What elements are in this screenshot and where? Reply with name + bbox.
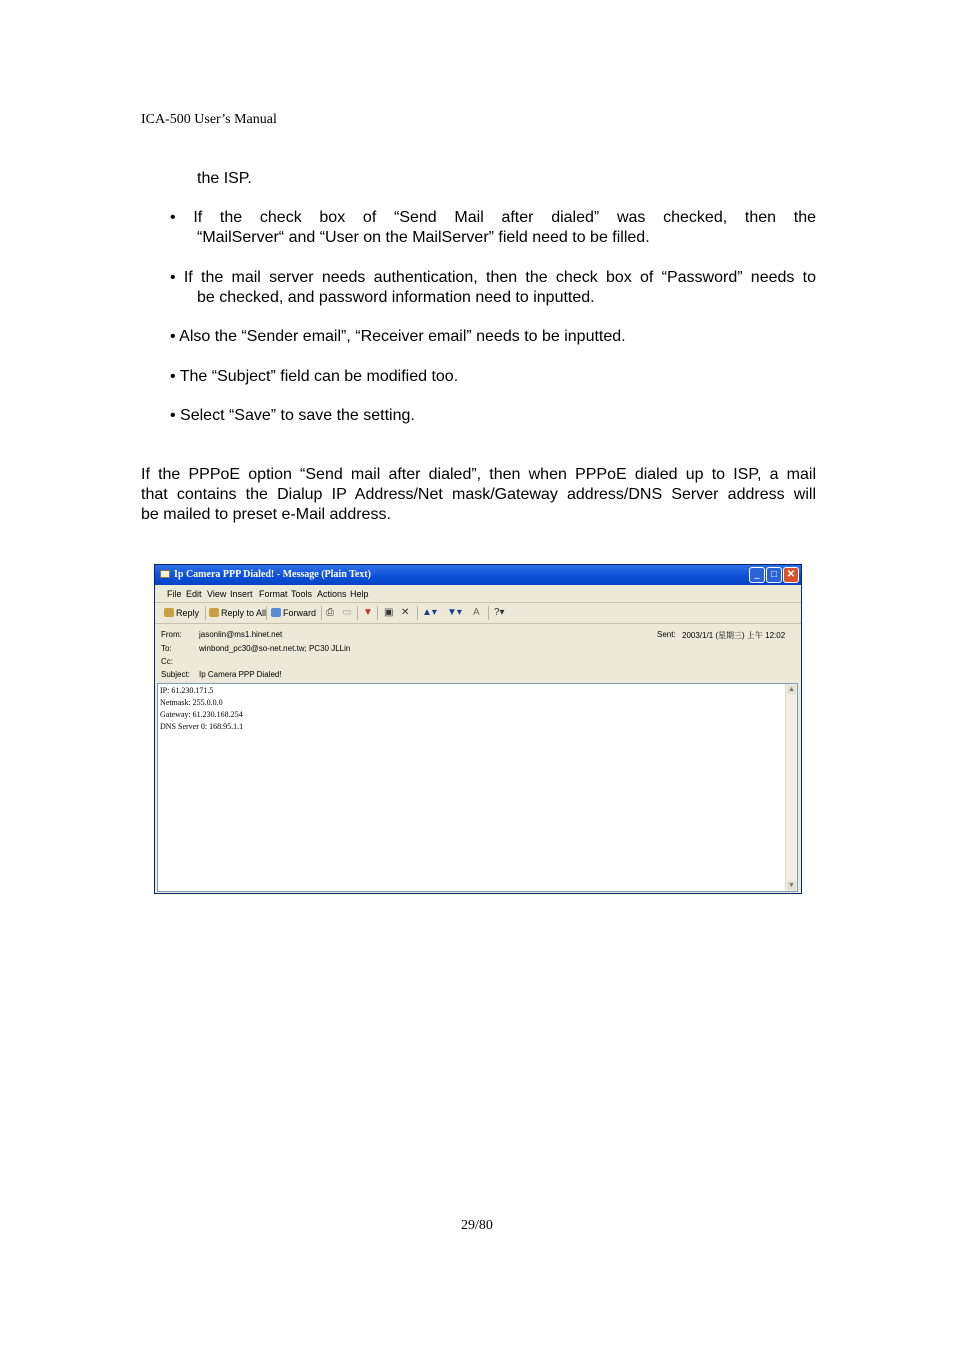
menu-help[interactable]: Help [350,589,369,599]
bullet-send-mail-line1: • If the check box of “Send Mail after dialed” was checked, then the [170,209,816,226]
menu-bar [155,586,801,603]
toolbar-separator [357,606,358,620]
reply-label: Reply [176,608,200,618]
reply-icon [164,608,174,617]
bullet-auth-line2: be checked, and password information need to inputted. [197,289,595,306]
toolbar-separator [377,606,378,620]
print-icon[interactable]: ⎙ [326,607,334,618]
flag-icon[interactable]: ▼ [363,607,373,618]
bullet-save: • Select “Save” to save the setting. [170,407,415,424]
move-icon[interactable]: ▭ [342,607,352,618]
pppoe-paragraph-line3: be mailed to preset e-Mail address. [141,506,391,523]
menu-insert[interactable]: Insert [230,589,253,599]
reply-all-button[interactable] [209,606,266,620]
toolbar-separator [266,606,267,620]
address-book-icon[interactable]: A [473,607,480,618]
bullet-email: • Also the “Sender email”, “Receiver email” needs to be inputted. [170,328,626,345]
help-icon[interactable]: ?▾ [494,607,505,618]
bullet-auth-line1: • If the mail server needs authentication, then the check box of “Password” needs to [170,269,816,286]
bullet-send-mail-line2: “MailServer“ and “User on the MailServer” field need to be filled. [197,229,650,246]
document-header: ICA-500 User’s Manual [141,112,277,127]
reply-all-icon [209,608,219,617]
close-button[interactable]: ✕ [783,567,799,583]
vertical-scrollbar[interactable] [785,684,797,891]
cc-label: Cc: [161,657,173,666]
toolbar-separator [321,606,322,620]
window-title: Ip Camera PPP Dialed! - Message (Plain Text) [174,569,371,580]
to-label: To: [161,644,172,653]
maximize-button[interactable]: □ [766,567,782,583]
previous-item-icon[interactable]: ▲▾ [422,607,437,618]
scroll-down-icon[interactable]: ▼ [788,881,795,889]
subject-label: Subject: [161,670,190,679]
from-label: From: [161,630,182,639]
reply-all-label: Reply to All [221,608,267,618]
scroll-up-icon[interactable]: ▲ [788,685,795,693]
isp-continuation: the ISP. [197,170,252,187]
delete-icon[interactable]: ✕ [401,607,410,618]
pppoe-paragraph-line1: If the PPPoE option “Send mail after dialed”, then when PPPoE dialed up to ISP, a mail [141,466,816,483]
menu-tools[interactable]: Tools [291,589,313,599]
message-header [155,625,801,683]
from-value: jasonlin@ms1.hinet.net [199,630,283,639]
toolbar [155,603,801,624]
forward-button[interactable] [271,606,316,620]
toolbar-separator [205,606,206,620]
email-message-window [154,564,802,894]
toolbar-separator [417,606,418,620]
menu-file[interactable]: File [167,589,182,599]
sent-value: 2003/1/1 (星期三) 上午 12:02 [682,631,786,640]
minimize-button[interactable]: _ [749,567,765,583]
file-icon[interactable]: ▣ [384,607,394,618]
message-body[interactable] [157,683,798,892]
body-line-ip: IP: 61.230.171.5 [160,686,214,695]
body-line-dns: DNS Server 0: 168.95.1.1 [160,722,244,731]
menu-format[interactable]: Format [259,589,288,599]
subject-value: Ip Camera PPP Dialed! [199,670,282,679]
menu-view[interactable]: View [207,589,227,599]
to-value: winbond_pc30@so-net.net.tw; PC30 JLLin [199,644,351,653]
sent-label: Sent: [657,630,676,639]
envelope-icon [160,570,170,578]
pppoe-paragraph-line2: that contains the Dialup IP Address/Net mask/Gateway address/DNS Server address will [141,486,816,503]
menu-actions[interactable]: Actions [317,589,347,599]
forward-icon [271,608,281,617]
next-item-icon[interactable]: ▼▾ [447,607,462,618]
bullet-subject: • The “Subject” field can be modified too. [170,368,459,385]
menu-edit[interactable]: Edit [186,589,202,599]
toolbar-separator [488,606,489,620]
page-number: 29/80 [461,1218,493,1233]
body-line-netmask: Netmask: 255.0.0.0 [160,698,223,707]
reply-button[interactable] [164,606,199,620]
body-line-gateway: Gateway: 61.230.168.254 [160,710,243,719]
forward-label: Forward [283,608,317,618]
window-titlebar [155,565,801,585]
